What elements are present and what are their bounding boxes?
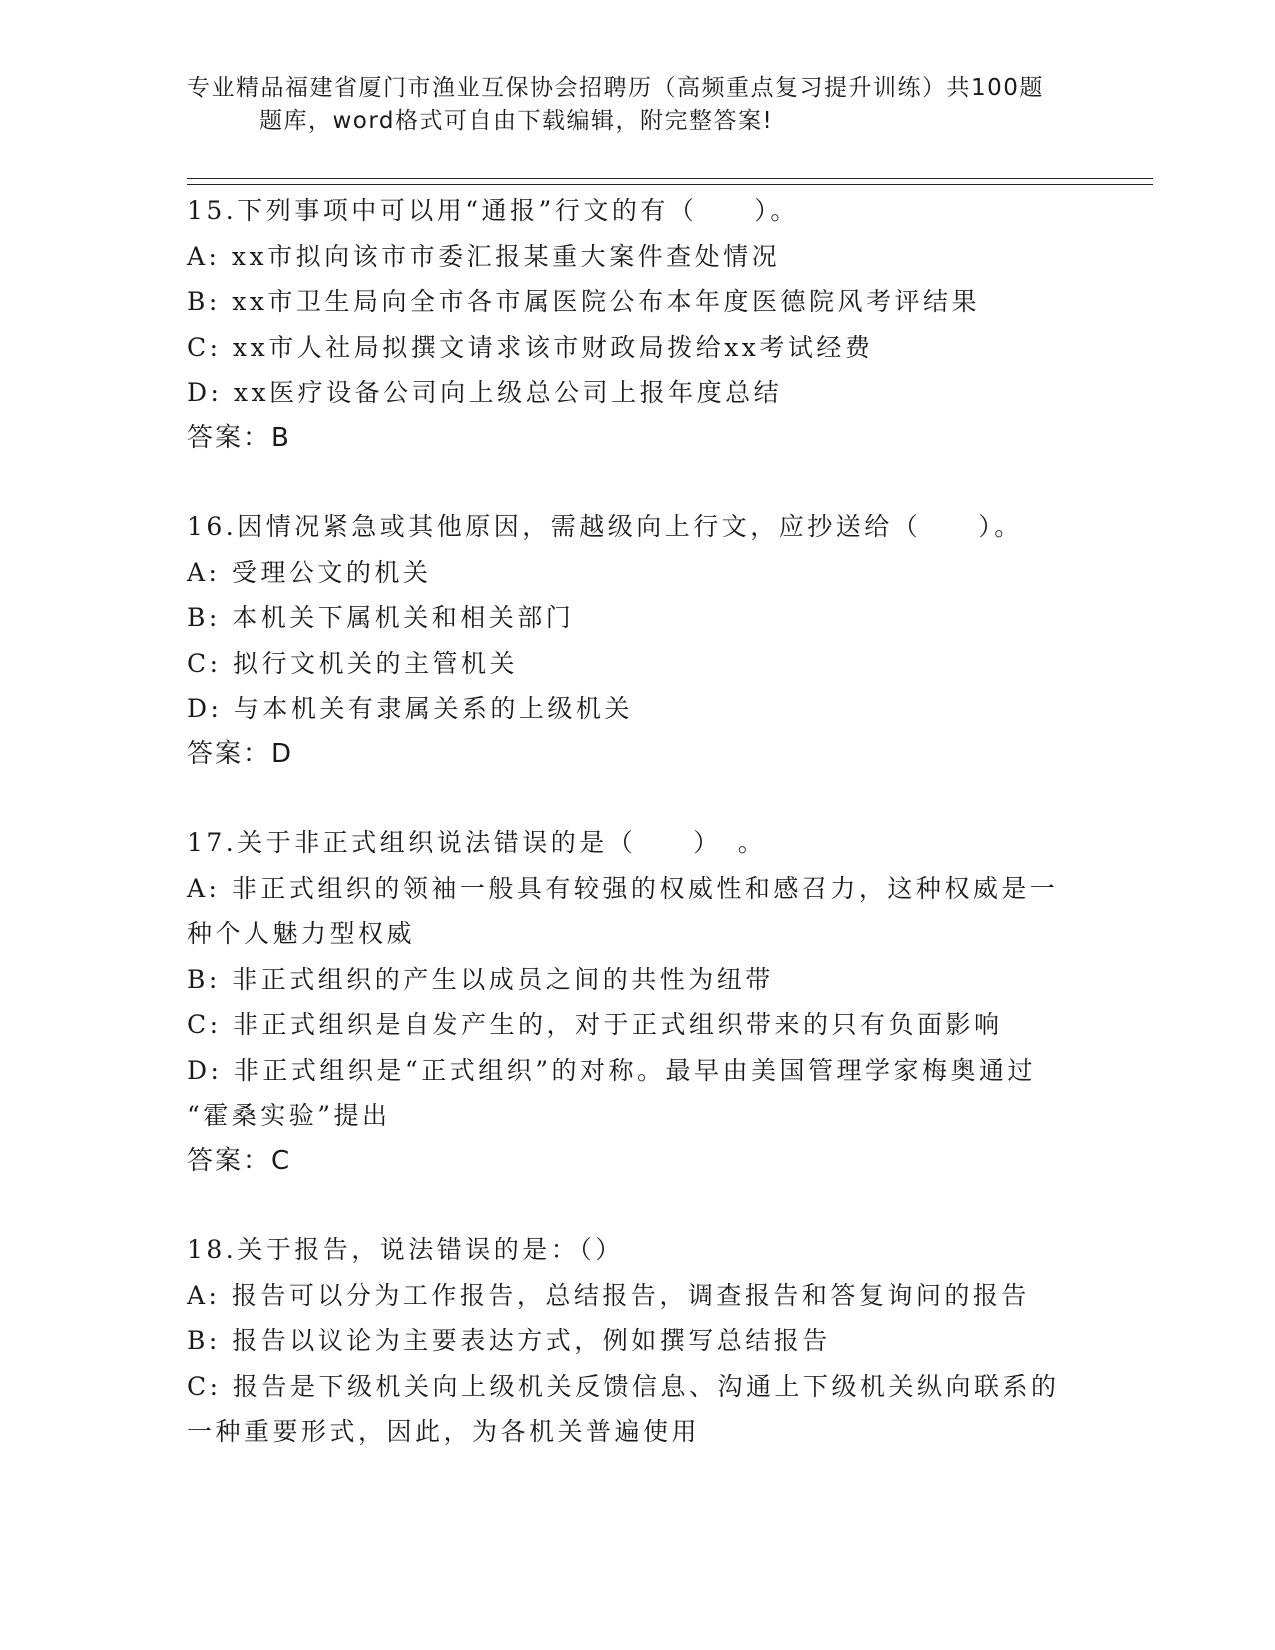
question-stem: 15.下列事项中可以用“通报”行文的有（ ）。 [187,196,799,225]
question-block [187,820,1087,1184]
option-a: A: 报告可以分为工作报告，总结报告，调查报告和答复询问的报告 [187,1280,1030,1310]
option-a: A: xx市拟向该市市委汇报某重大案件查处情况 [187,241,781,271]
option-c: C: 拟行文机关的主管机关 [187,648,518,678]
option-a: A: 非正式组织的领袖一般具有较强的权威性和感召力，这种权威是一 [187,873,1059,903]
question-stem: 18.关于报告，说法错误的是：（） [187,1235,624,1264]
header-divider-bottom [187,184,1153,185]
question-stem: 17.关于非正式组织说法错误的是（ ） 。 [187,828,767,857]
option-d: D: xx医疗设备公司向上级总公司上报年度总结 [187,378,783,407]
option-d: D: 非正式组织是“正式组织”的对称。最早由美国管理学家梅奥通过 [187,1055,1036,1085]
answer-label: 答案：D [187,738,294,769]
question-block [187,188,1087,461]
header-title-line-1: 专业精品福建省厦门市渔业互保协会招聘历（高频重点复习提升训练）共100题 [187,75,1044,101]
option-a-continued: 种个人魅力型权威 [187,919,416,948]
option-c: C: 非正式组织是自发产生的，对于正式组织带来的只有负面影响 [187,1010,1003,1039]
option-a: A: 受理公文的机关 [187,557,432,587]
option-b: B: 本机关下属机关和相关部门 [187,603,575,632]
answer-label: 答案：B [187,422,291,453]
question-block [187,504,1087,777]
option-d-continued: “霍桑实验”提出 [187,1101,391,1130]
answer-label: 答案：C [187,1145,292,1176]
option-b: B: 非正式组织的产生以成员之间的共性为纽带 [187,964,774,994]
option-b: B: 报告以议论为主要表达方式，例如撰写总结报告 [187,1326,831,1355]
option-b: B: xx市卫生局向全市各市属医院公布本年度医德院风考评结果 [187,287,980,316]
question-stem: 16.因情况紧急或其他原因，需越级向上行文，应抄送给（ ）。 [187,512,1023,541]
option-d: D: 与本机关有隶属关系的上级机关 [187,694,633,723]
question-list [187,188,1087,1498]
document-header [187,72,1087,138]
question-block [187,1227,1087,1455]
header-divider-top [187,178,1153,179]
option-c-continued: 一种重要形式，因此，为各机关普遍使用 [187,1417,701,1446]
option-c: C: 报告是下级机关向上级机关反馈信息、沟通上下级机关纵向联系的 [187,1371,1060,1401]
option-c: C: xx市人社局拟撰文请求该市财政局拨给xx考试经费 [187,332,874,362]
header-title-line-2: 题库，word格式可自由下载编辑，附完整答案! [259,108,774,134]
